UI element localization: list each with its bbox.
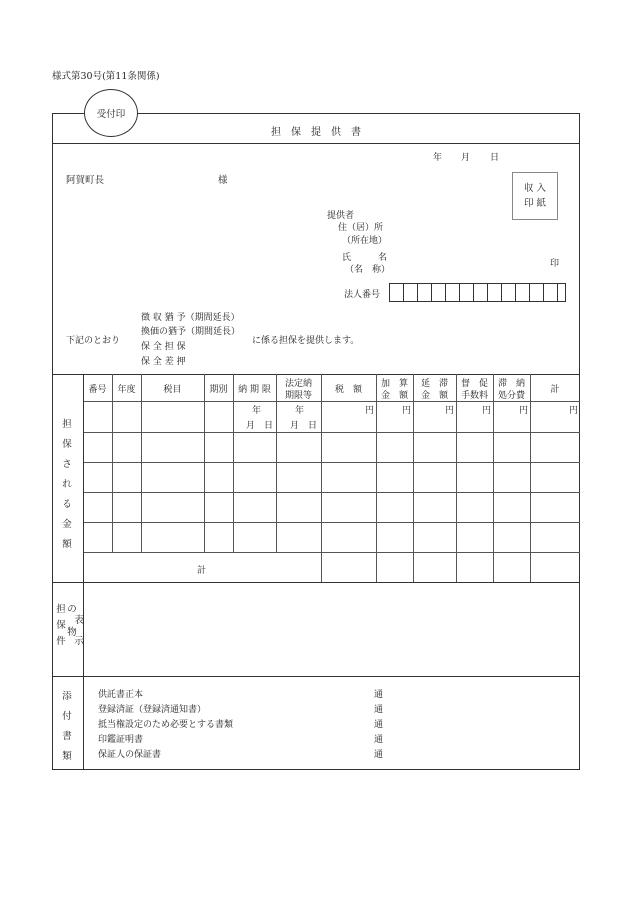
amount-section-top	[52, 374, 580, 375]
name-label: 氏 名	[342, 253, 388, 263]
attachment-unit: 通	[374, 705, 384, 715]
col-line	[204, 374, 205, 552]
header-fiscal-year: 年度	[117, 385, 136, 395]
corp-digit-box[interactable]	[529, 283, 544, 302]
amount-side-char: 金	[62, 519, 72, 530]
yen-mark: 円	[519, 406, 529, 416]
attachment-unit: 通	[374, 750, 384, 760]
amount-side-char: る	[62, 499, 72, 510]
col-line	[376, 374, 377, 582]
row-line	[83, 492, 580, 493]
header-arrears-1: 滞 納	[497, 379, 525, 389]
col-line	[141, 374, 142, 552]
seal-mark: 印	[550, 259, 560, 269]
collateral-side-char: 表	[74, 615, 84, 626]
row-line	[83, 462, 580, 463]
attachment-item: 供託書正本	[98, 690, 144, 700]
corp-digit-box[interactable]	[543, 283, 558, 302]
header-period: 期別	[209, 385, 228, 395]
header-dunning-2: 手数料	[460, 391, 488, 401]
revenue-stamp-line1: 収 入	[523, 183, 547, 194]
header-row-bottom	[83, 401, 580, 402]
address-sub-label: （所在地）	[342, 236, 388, 246]
purpose-option: 保 全 担 保	[141, 342, 186, 352]
col-line	[530, 374, 531, 582]
col-line	[321, 374, 322, 582]
corp-digit-box[interactable]	[487, 283, 502, 302]
addressee-honorific: 様	[218, 175, 228, 186]
collateral-section-top	[52, 582, 580, 583]
collateral-side-char: 示	[74, 636, 84, 647]
attachments-side-char: 付	[62, 711, 72, 722]
attachments-side-char: 添	[62, 691, 72, 702]
col-line	[456, 374, 457, 582]
yen-mark: 円	[365, 406, 375, 416]
header-total: 計	[550, 385, 560, 395]
amount-side-char: れ	[62, 479, 72, 490]
header-tax-item: 税目	[163, 385, 182, 395]
purpose-option: 徴 収 猶 予（期間延長）	[141, 313, 240, 323]
header-legal-due-2: 期限等	[284, 391, 312, 401]
due-date-year: 年	[252, 406, 262, 416]
header-arrears-2: 処分費	[497, 391, 525, 401]
header-additional-2: 金 額	[380, 391, 408, 401]
attachment-unit: 通	[374, 690, 384, 700]
name-sub-label: （名 称）	[345, 265, 391, 275]
corp-digit-box[interactable]	[473, 283, 488, 302]
attachment-item: 保証人の保証書	[98, 750, 162, 760]
header-additional-1: 加 算	[380, 379, 408, 389]
header-legal-due-1: 法定納	[284, 379, 312, 389]
corp-digit-box[interactable]	[389, 283, 404, 302]
corporate-number-label: 法人番号	[344, 290, 381, 300]
attachment-unit: 通	[374, 735, 384, 745]
corp-digit-box[interactable]	[445, 283, 460, 302]
date-year: 年	[433, 153, 443, 163]
attachments-side-char: 書	[62, 731, 72, 742]
header-number: 番号	[88, 385, 107, 395]
yen-mark: 円	[445, 406, 455, 416]
row-line	[83, 552, 580, 553]
header-dunning-1: 督 促	[460, 379, 488, 389]
form-frame	[52, 113, 580, 770]
collateral-side-char: 担	[56, 604, 66, 615]
attachment-item: 登録済証（登録済通知書）	[98, 705, 207, 715]
address-label: 住（居）所	[338, 223, 384, 233]
purpose-suffix: に係る担保を提供します。	[252, 336, 360, 346]
document-title: 担 保 提 供 書	[271, 127, 361, 138]
row-line	[83, 432, 580, 433]
form-number: 様式第30号(第11条関係)	[52, 71, 160, 82]
collateral-side-char: の	[67, 604, 77, 615]
title-divider	[52, 143, 580, 144]
amount-side-char: さ	[62, 459, 72, 470]
corp-digit-box[interactable]	[557, 283, 566, 302]
legal-due-month-day: 月 日	[290, 421, 318, 431]
collateral-side-char: 件	[56, 636, 66, 647]
legal-due-year: 年	[295, 406, 305, 416]
revenue-stamp-box	[512, 172, 558, 220]
header-tax-amount: 税 額	[334, 385, 362, 395]
purpose-option: 換価の猶予（期間延長）	[141, 327, 241, 337]
amount-side-char: 担	[62, 419, 72, 430]
date-month: 月	[461, 153, 471, 163]
reception-stamp-label: 受付印	[96, 109, 126, 120]
total-row-label: 計	[197, 566, 207, 576]
amount-side-char: 額	[62, 539, 72, 550]
date-day: 日	[490, 153, 500, 163]
amount-side-char: 保	[62, 439, 72, 450]
purpose-prefix: 下記のとおり	[66, 336, 121, 346]
revenue-stamp-line2: 印 紙	[523, 198, 547, 209]
header-delinquency-1: 延 滞	[420, 379, 448, 389]
attachment-unit: 通	[374, 720, 384, 730]
collateral-side-char: 保	[56, 620, 66, 631]
row-line	[83, 522, 580, 523]
attachment-item: 印鑑証明書	[98, 735, 144, 745]
col-line	[112, 374, 113, 552]
corp-digit-box[interactable]	[417, 283, 432, 302]
corp-digit-box[interactable]	[515, 283, 530, 302]
col-line	[493, 374, 494, 582]
corp-digit-box[interactable]	[403, 283, 418, 302]
yen-mark: 円	[569, 406, 579, 416]
due-date-month-day: 月 日	[246, 421, 274, 431]
header-due-date: 納 期 限	[238, 385, 271, 395]
yen-mark: 円	[482, 406, 492, 416]
corp-digit-box[interactable]	[459, 283, 474, 302]
col-line	[413, 374, 414, 582]
side-label-divider	[83, 374, 84, 676]
yen-mark: 円	[402, 406, 412, 416]
purpose-option: 保 全 差 押	[141, 357, 186, 367]
attachments-section-top	[52, 676, 580, 677]
header-delinquency-2: 金 額	[420, 391, 448, 401]
corp-digit-box[interactable]	[431, 283, 446, 302]
attachment-item: 抵当権設定のため必要とする書類	[98, 720, 234, 730]
collateral-side-char: 物	[67, 627, 77, 638]
col-line	[233, 374, 234, 552]
side-label-divider	[83, 676, 84, 770]
corp-digit-box[interactable]	[501, 283, 516, 302]
attachments-side-char: 類	[62, 751, 72, 762]
addressee-name: 阿賀町長	[66, 175, 105, 186]
provider-label: 提供者	[327, 211, 355, 221]
